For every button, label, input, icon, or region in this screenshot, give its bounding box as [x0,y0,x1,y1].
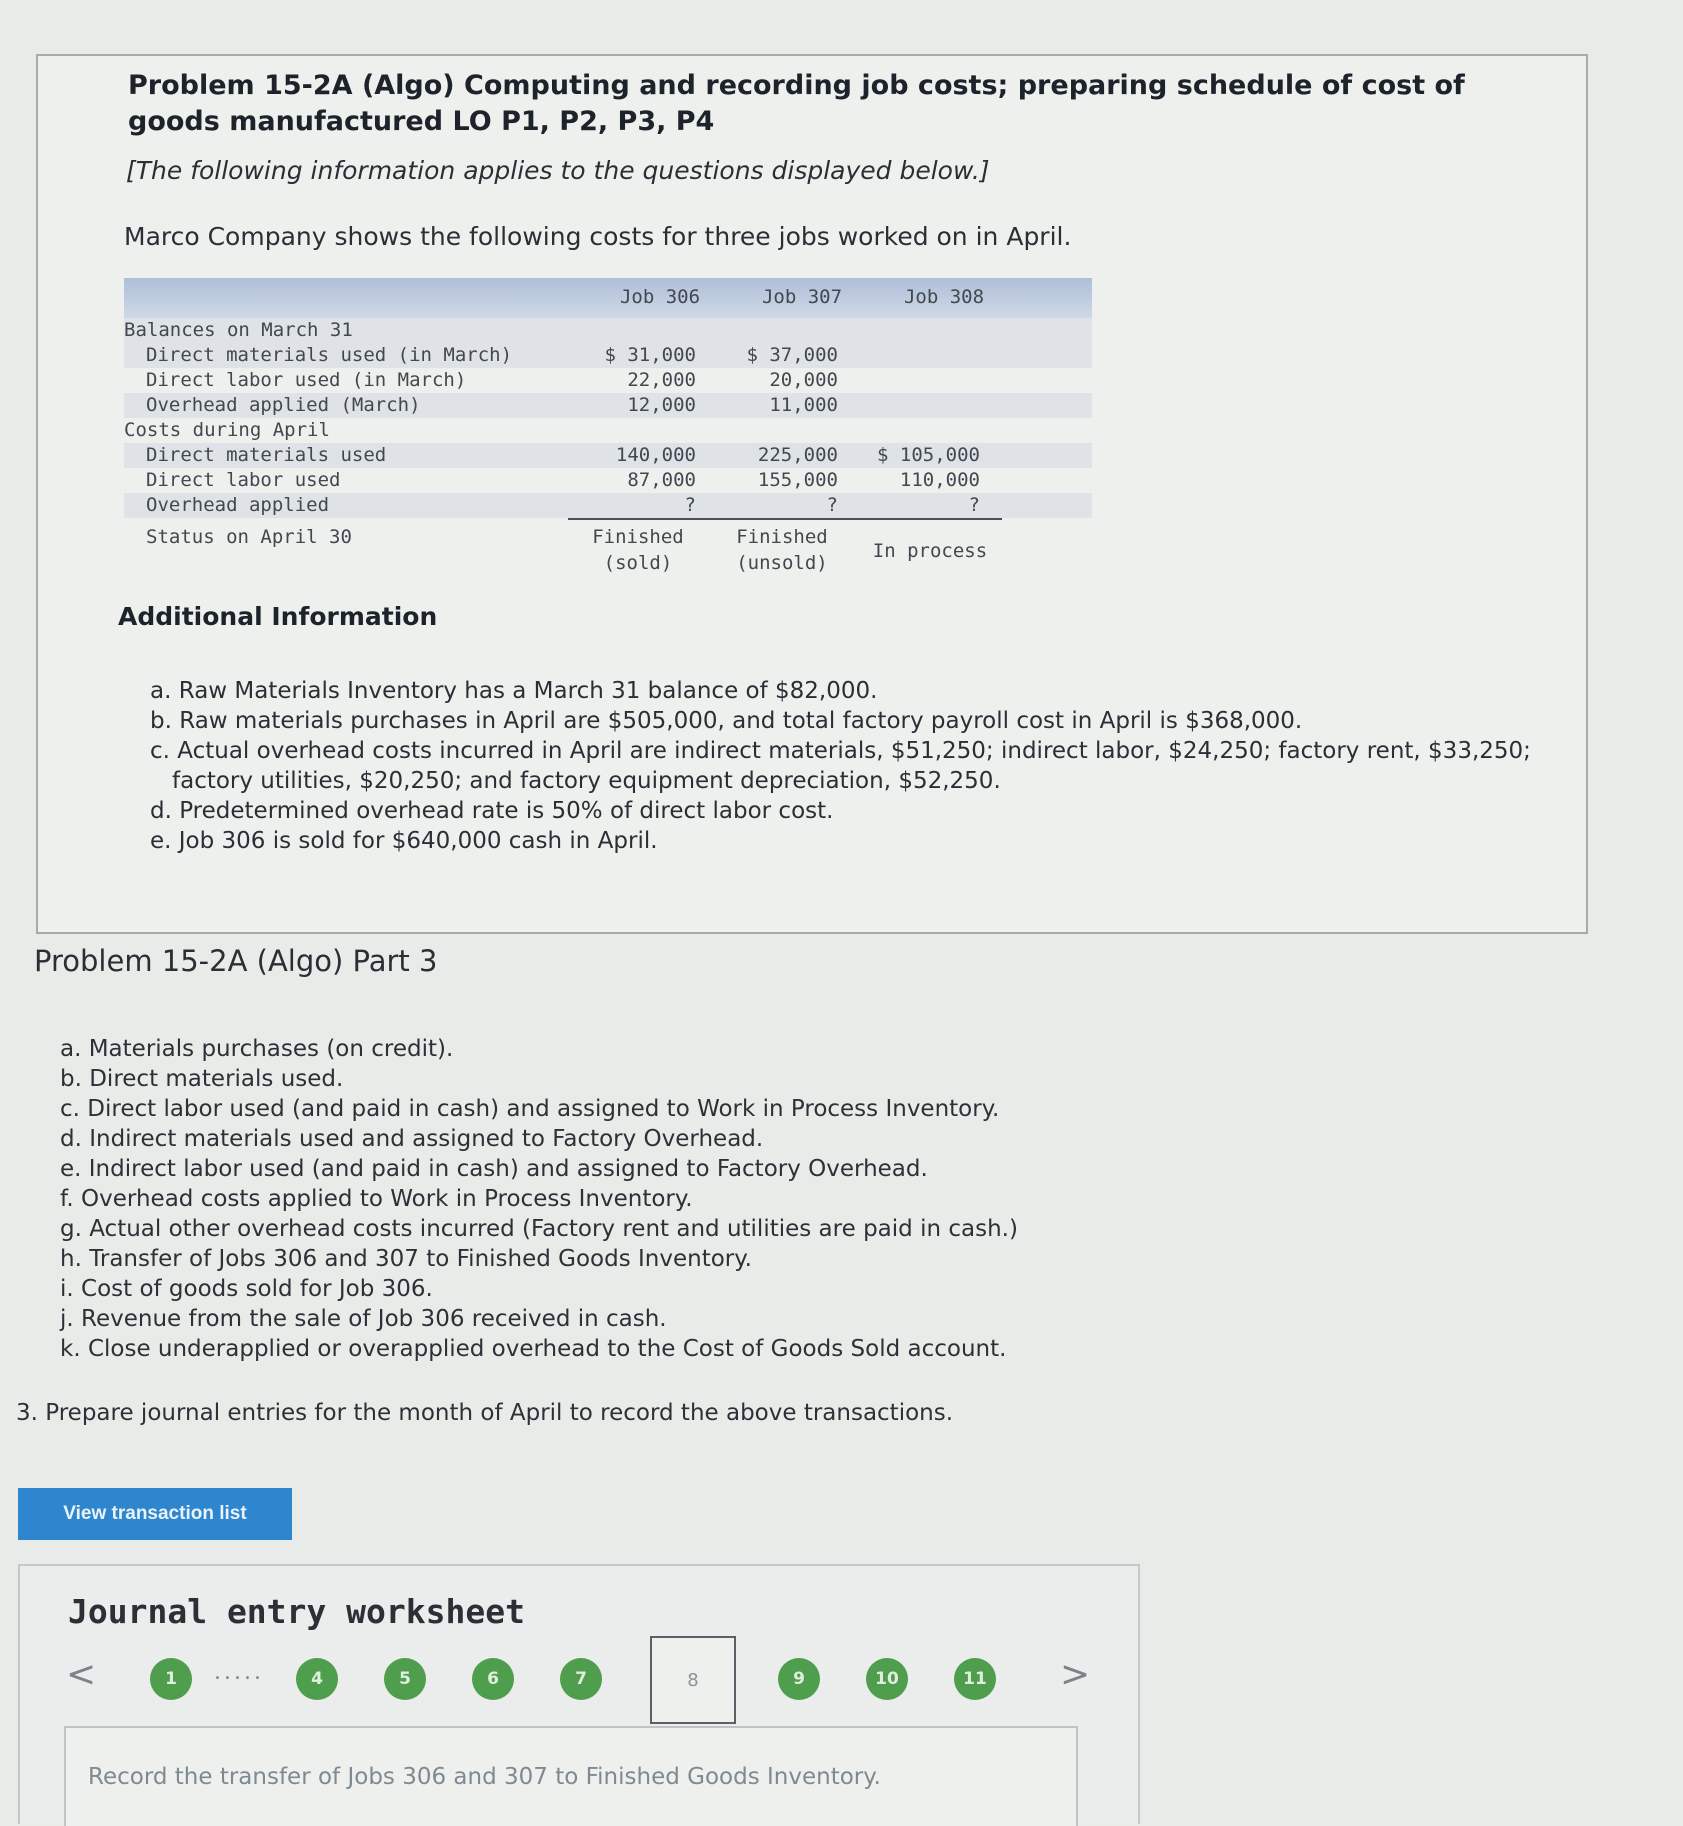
list-item: b. Raw materials purchases in April are $505,000, and total factory payroll cost in April is $368,000. [150,708,1303,734]
cell-value: ? [684,494,696,516]
cell-value: 11,000 [769,394,838,416]
table-row [124,493,1092,518]
list-item: e. Job 306 is sold for $640,000 cash in April. [150,828,658,854]
column-header-job-307: Job 307 [761,286,843,308]
problem-intro: Marco Company shows the following costs for three jobs worked on in April. [124,222,1072,251]
cell-value: $ 37,000 [746,344,838,366]
cell-value: $ 105,000 [877,444,980,466]
additional-info-list [150,676,1570,856]
step-6-button[interactable]: 6 [472,1658,514,1700]
row-label: Overhead applied [146,494,330,516]
worksheet-title: Journal entry worksheet [68,1592,525,1631]
row-label: Overhead applied (March) [146,394,421,416]
list-item-continuation: factory utilities, $20,250; and factory equipment depreciation, $52,250. [172,768,1001,794]
table-row [124,368,1092,393]
list-item: e. Indirect labor used (and paid in cash) and assigned to Factory Overhead. [60,1156,928,1182]
problem-info-panel [36,54,1588,934]
status-job-307: Finished (unsold) [736,526,828,574]
table-row [124,418,1092,443]
step-10-button[interactable]: 10 [866,1658,908,1700]
list-item: a. Raw Materials Inventory has a March 31 balance of $82,000. [150,678,878,704]
cell-value: 20,000 [769,369,838,391]
row-label: Direct materials used [146,444,387,466]
step-7-button[interactable]: 7 [560,1658,602,1700]
cell-value: 140,000 [615,444,696,466]
status-job-306: Finished (sold) [592,526,684,574]
journal-entry-worksheet [18,1564,1140,1824]
cell-value: 110,000 [899,469,980,491]
table-row [124,443,1092,468]
row-label: Direct labor used [146,469,341,491]
step-4-button[interactable]: 4 [296,1658,338,1700]
transaction-list [60,1034,1160,1364]
list-item: j. Revenue from the sale of Job 306 received in cash. [60,1306,667,1332]
step-1-button[interactable]: 1 [150,1658,192,1700]
cell-value: ? [968,494,980,516]
step-11-button[interactable]: 11 [954,1658,996,1700]
additional-info-title: Additional Information [118,602,438,631]
list-item: i. Cost of goods sold for Job 306. [60,1276,433,1302]
steps-ellipsis: ..... [214,1660,264,1685]
cell-value: 12,000 [627,394,696,416]
cell-value: $ 31,000 [604,344,696,366]
list-item: c. Direct labor used (and paid in cash) and assigned to Work in Process Inventory. [60,1096,1000,1122]
list-item: g. Actual other overhead costs incurred (Factory rent and utilities are paid in cash.) [60,1216,1018,1242]
column-header-job-308: Job 308 [903,286,985,308]
list-item: k. Close underapplied or overapplied overhead to the Cost of Goods Sold account. [60,1336,1007,1362]
list-item [150,766,1570,796]
cell-value: 225,000 [757,444,838,466]
table-row [124,393,1092,418]
list-item: d. Predetermined overhead rate is 50% of direct labor cost. [150,798,834,824]
cell-value: 22,000 [627,369,696,391]
list-item: f. Overhead costs applied to Work in Process Inventory. [60,1186,693,1212]
problem-subtitle: [The following information applies to the questions displayed below.] [126,156,990,185]
list-item: a. Materials purchases (on credit). [60,1036,454,1062]
step-9-button[interactable]: 9 [778,1658,820,1700]
status-job-308: In process [872,540,988,562]
status-row [124,520,1092,576]
cell-value: 155,000 [757,469,838,491]
list-item: h. Transfer of Jobs 306 and 307 to Finished Goods Inventory. [60,1246,752,1272]
view-transaction-list-button[interactable]: View transaction list [18,1488,292,1540]
part-title: Problem 15-2A (Algo) Part 3 [34,944,438,978]
list-item: d. Indirect materials used and assigned to Factory Overhead. [60,1126,764,1152]
table-row [124,468,1092,493]
row-label: Direct labor used (in March) [146,369,467,391]
row-label: Costs during April [124,419,330,441]
list-item: c. Actual overhead costs incurred in April are indirect materials, $51,250; indirect labor, $24,250; factory rent, $33,250; [150,738,1531,764]
step-8-current[interactable]: 8 [650,1636,736,1724]
prev-arrow-icon[interactable]: < [66,1654,97,1695]
table-header [124,278,1092,318]
column-header-job-306: Job 306 [619,286,701,308]
job-cost-table [124,278,1092,576]
row-label: Balances on March 31 [124,319,353,341]
cell-value: 87,000 [627,469,696,491]
table-row [124,318,1092,343]
record-instruction-text: Record the transfer of Jobs 306 and 307 to Finished Goods Inventory. [88,1764,881,1790]
row-label: Direct materials used (in March) [146,344,513,366]
problem-title: Problem 15-2A (Algo) Computing and recording job costs; preparing schedule of cost of goods manufactured LO P1, P2, P3, P4 [128,70,1465,137]
next-arrow-icon[interactable]: > [1060,1654,1091,1695]
status-label: Status on April 30 [146,526,352,548]
instruction-text: 3. Prepare journal entries for the month of April to record the above transactions. [16,1400,954,1426]
table-row [124,343,1092,368]
record-instruction-box [64,1726,1078,1826]
step-5-button[interactable]: 5 [384,1658,426,1700]
cell-value: ? [826,494,838,516]
list-item: b. Direct materials used. [60,1066,344,1092]
